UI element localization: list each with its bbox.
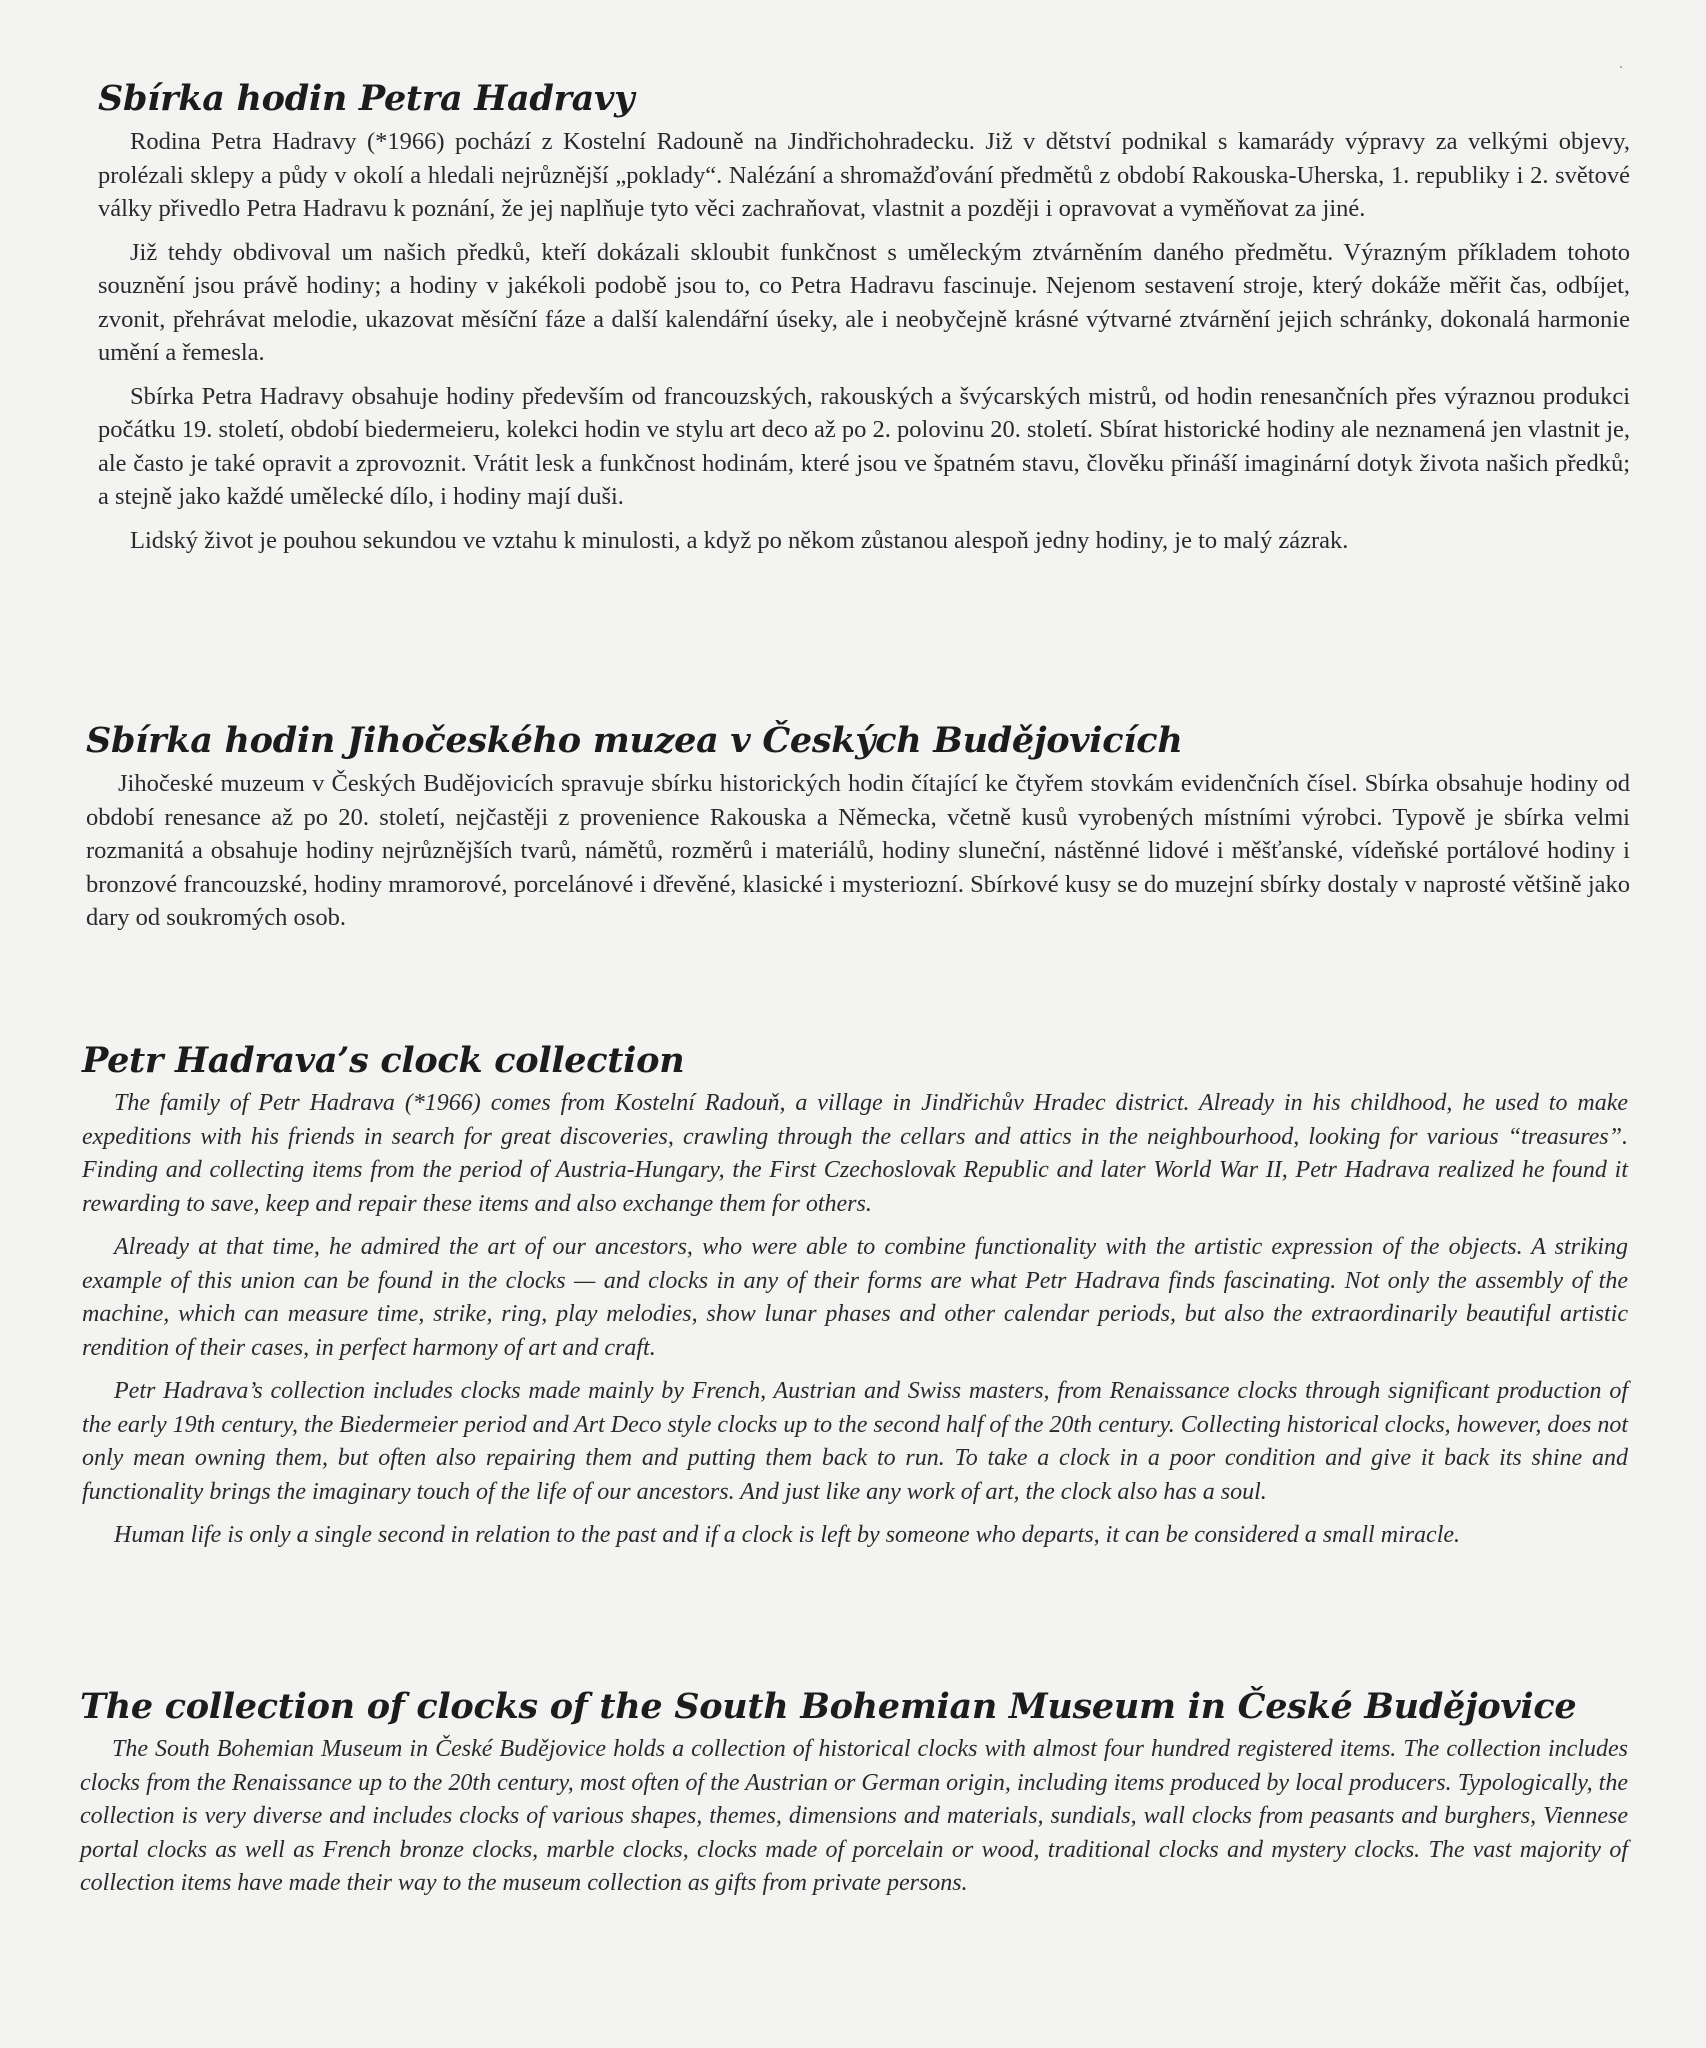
section-museum-cz [86, 720, 1630, 945]
section-hadrava-en [82, 1040, 1628, 1563]
paragraph: Rodina Petra Hadravy (*1966) pochází z Kostelní Radouně na Jindřichohradecku. Již v dětství podnikal s kamarády výpravy za velkými objevy, prolézali sklepy a půdy v okolí a hledali nejrůznější „poklady“. Nalézání a shromažďování předmětů z období Rakouska-Uherska, 1. republiky i 2. světové války přivedlo Petra Hadravu k poznání, že jej naplňuje tyto věci zachraňovat, vlastnit a později i opravovat a vyměňovat za jiné. [98, 128, 1630, 222]
paragraph: Human life is only a single second in relation to the past and if a clock is left by someone who departs, it can be considered a small miracle. [114, 1522, 1461, 1548]
section-heading: Petr Hadrava’s clock collection [82, 1040, 685, 1081]
section-heading: Sbírka hodin Petra Hadravy [98, 78, 635, 119]
paragraph: The South Bohemian Museum in České Budějovice holds a collection of historical clocks with almost four hundred registered items. The collection includes clocks from the Renaissance up to the 20th century, most often of the Austrian or German origin, including items produced by local producers. Typologically, the collection is very diverse and includes clocks of various shapes, themes, dimensions and materials, sundials, wall clocks from peasants and burghers, Viennese portal clocks as well as French bronze clocks, marble clocks, clocks made of porcelain or wood, traditional clocks and mystery clocks. The vast majority of collection items have made their way to the museum collection as gifts from private persons. [80, 1736, 1628, 1896]
section-heading: Sbírka hodin Jihočeského muzea v Českých Budějovicích [86, 720, 1183, 761]
paragraph: Lidský život je pouhou sekundou ve vztahu k minulosti, a když po někom zůstanou alespoň jedny hodiny, je to malý zázrak. [130, 526, 1349, 554]
section-museum-en [80, 1686, 1628, 1911]
paragraph: Již tehdy obdivoval um našich předků, kteří dokázali skloubit funkčnost s uměleckým ztvárněním daného předmětu. Výrazným příkladem tohoto souznění jsou právě hodiny; a hodiny v jakékoli podobě jsou to, co Petra Hadravu fascinuje. Nejenom sestavení stroje, který dokáže měřit čas, odbíjet, zvonit, přehrávat melodie, ukazovat měsíční fáze a další kalendářní úseky, ale i neobyčejně krásné výtvarné ztvárnění jejich schránky, dokonalá harmonie umění a řemesla. [98, 238, 1630, 366]
scan-speck [1620, 66, 1622, 68]
paragraph: The family of Petr Hadrava (*1966) comes from Kostelní Radouň, a village in Jindřichův Hradec district. Already in his childhood, he used to make expeditions with his friends in search for great discoveries, crawling through the cellars and attics in the neighbourhood, looking for various “treasures”. Finding and collecting items from the period of Austria-Hungary, the First Czechoslovak Republic and later World War II, Petr Hadrava realized he found it rewarding to save, keep and repair these items and also exchange them for others. [82, 1090, 1628, 1217]
paragraph: Jihočeské muzeum v Českých Budějovicích spravuje sbírku historických hodin čítající ke čtyřem stovkám evidenčních čísel. Sbírka obsahuje hodiny od období renesance až po 20. století, nejčastěji z provenience Rakouska a Německa, včetně kusů vyrobených místními výrobci. Typově je sbírka velmi rozmanitá a obsahuje hodiny nejrůznějších tvarů, námětů, rozměrů i materiálů, hodiny sluneční, nástěnné lidové i měšťanské, vídeňské portálové hodiny i bronzové francouzské, hodiny mramorové, porcelánové i dřevěné, klasické i mysteriozní. Sbírkové kusy se do muzejní sbírky dostaly v naprosté většině jako dary od soukromých osob. [86, 770, 1630, 931]
section-hadrava-cz [98, 78, 1630, 567]
paragraph: Sbírka Petra Hadravy obsahuje hodiny především od francouzských, rakouských a švýcarských mistrů, od hodin renesančních přes výraznou produkci počátku 19. století, období biedermeieru, kolekci hodin ve stylu art deco až po 2. polovinu 20. století. Sbírat historické hodiny ale neznamená jen vlastnit je, ale často je také opravit a zprovoznit. Vrátit lesk a funkčnost hodinám, které jsou ve špatném stavu, člověku přináší imaginární dotyk života našich předků; a stejně jako každé umělecké dílo, i hodiny mají duši. [98, 382, 1630, 510]
section-heading: The collection of clocks of the South Bohemian Museum in České Budějovice [80, 1686, 1577, 1727]
paragraph: Already at that time, he admired the art of our ancestors, who were able to combine functionality with the artistic expression of the objects. A striking example of this union can be found in the clocks — and clocks in any of their forms are what Petr Hadrava finds fascinating. Not only the assembly of the machine, which can measure time, strike, ring, play melodies, show lunar phases and other calendar periods, but also the extraordinarily beautiful artistic rendition of their cases, in perfect harmony of art and craft. [82, 1234, 1628, 1361]
paragraph: Petr Hadrava’s collection includes clocks made mainly by French, Austrian and Swiss masters, from Renaissance clocks through significant production of the early 19th century, the Biedermeier period and Art Deco style clocks up to the second half of the 20th century. Collecting historical clocks, however, does not only mean owning them, but often also repairing them and putting them back to run. To take a clock in a poor condition and give it back its shine and functionality brings the imaginary touch of the life of our ancestors. And just like any work of art, the clock also has a soul. [82, 1378, 1628, 1505]
